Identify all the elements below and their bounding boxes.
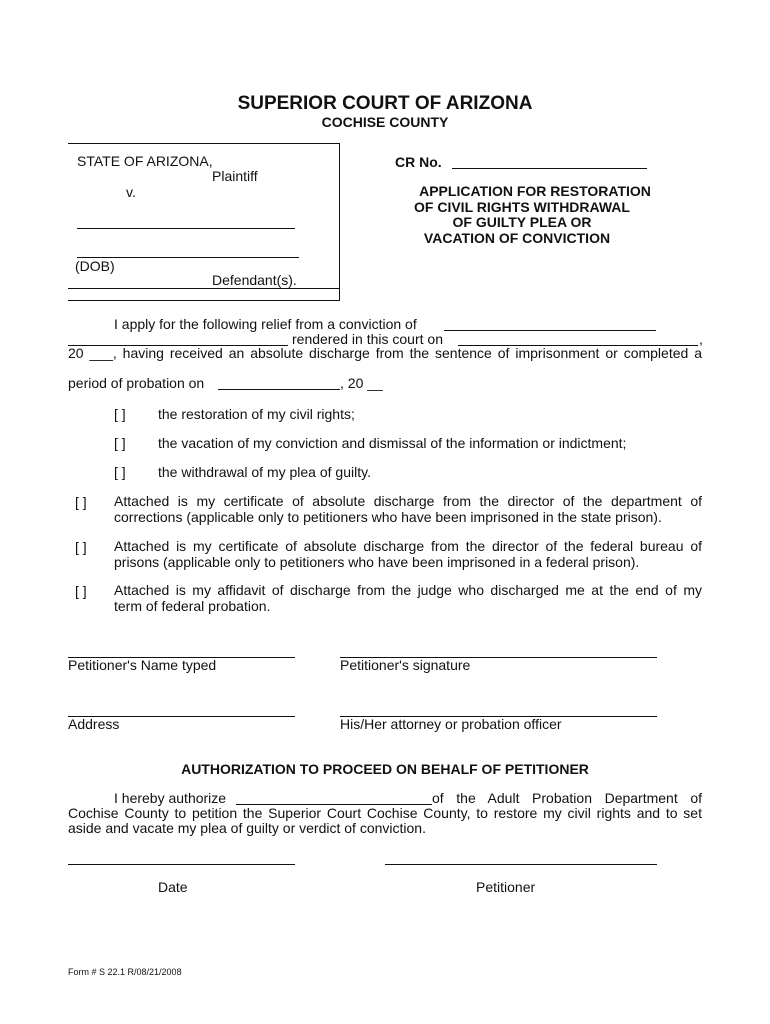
court-title: SUPERIOR COURT OF ARIZONA [237, 93, 533, 114]
defendant-label: Defendant(s). [212, 272, 297, 288]
petitioner-signature-field[interactable] [385, 864, 657, 865]
caption-rule-1 [68, 288, 340, 289]
rendered-text: rendered in this court on [292, 331, 443, 347]
defendant-name-field[interactable] [77, 228, 295, 229]
petitioner-label: Petitioner [476, 879, 536, 895]
attachment-checkbox-state[interactable]: [ ] [75, 494, 87, 510]
attachment-state-line-1: Attached is my certificate of absolute discharge from the director of the department of [114, 493, 702, 509]
conviction-field[interactable] [444, 330, 656, 331]
option-checkbox-vacation[interactable]: [ ] [114, 435, 126, 451]
attachment-checkbox-probation[interactable]: [ ] [75, 583, 87, 599]
plaintiff-label: Plaintiff [212, 168, 258, 184]
authorize-line-2: Cochise County to petition the Superior Court Cochise County, to restore my civil rights and to set [68, 804, 702, 821]
option-text-vacation: the vacation of my conviction and dismissal of the information or indictment; [158, 435, 627, 451]
caption-right-rule [339, 143, 340, 301]
date-field[interactable] [68, 864, 295, 865]
address-label: Address [68, 716, 120, 732]
relief-intro: I apply for the following relief from a conviction of [114, 316, 417, 332]
cr-number-label: CR No. [395, 154, 442, 170]
form-number: Form # S 22.1 R/08/21/2008 [68, 967, 182, 977]
attachment-federal-line-1: Attached is my certificate of absolute discharge from the director of the federal bureau of [114, 538, 702, 554]
probation-date-field[interactable] [218, 389, 340, 390]
authorize-department-text: of the Adult Probation Department of [432, 790, 702, 806]
authorize-line-3: aside and vacate my plea of guilty or verdict of conviction. [68, 820, 426, 836]
probation-year: , 20 __ [340, 375, 383, 391]
cr-number-field[interactable] [452, 168, 647, 169]
caption-top-rule [68, 143, 340, 144]
attachment-checkbox-federal[interactable]: [ ] [75, 539, 87, 555]
state-label: STATE OF ARIZONA, [77, 153, 213, 169]
attachment-federal-line-2: prisons (applicable only to petitioners who have been imprisoned in a federal prison). [114, 553, 640, 570]
date-label: Date [158, 879, 188, 895]
versus-label: v. [126, 184, 136, 200]
application-title-line-3: OF GUILTY PLEA OR [452, 214, 592, 230]
option-checkbox-restoration[interactable]: [ ] [114, 406, 126, 422]
option-text-restoration: the restoration of my civil rights; [158, 406, 355, 422]
name-typed-label: Petitioner's Name typed [68, 657, 217, 673]
application-title-line-1: APPLICATION FOR RESTORATION [419, 183, 651, 199]
rendered-comma: , [699, 331, 703, 347]
signature-label: Petitioner's signature [340, 657, 471, 673]
probation-text: period of probation on [68, 375, 205, 391]
attachment-state-line-2: corrections (applicable only to petitioners who have been imprisoned in the state prison). [114, 508, 662, 525]
authorize-text: I hereby authorize [114, 790, 227, 806]
dob-label: (DOB) [75, 258, 115, 274]
county-subtitle: COCHISE COUNTY [321, 114, 449, 130]
option-checkbox-withdrawal[interactable]: [ ] [114, 464, 126, 480]
attorney-label: His/Her attorney or probation officer [340, 716, 562, 732]
option-text-withdrawal: the withdrawal of my plea of guilty. [158, 464, 371, 480]
caption-rule-2 [68, 300, 340, 301]
authorization-heading: AUTHORIZATION TO PROCEED ON BEHALF OF PETITIONER [181, 761, 589, 777]
attachment-probation-line-1: Attached is my affidavit of discharge from the judge who discharged me at the end of my [114, 582, 702, 598]
application-title-line-2: OF CIVIL RIGHTS WITHDRAWAL [414, 198, 630, 215]
application-title-line-4: VACATION OF CONVICTION [423, 229, 611, 246]
attachment-probation-line-2: term of federal probation. [114, 597, 271, 614]
discharge-text: 20 ___, having received an absolute discharge from the sentence of imprisonment or completed a [68, 345, 702, 361]
